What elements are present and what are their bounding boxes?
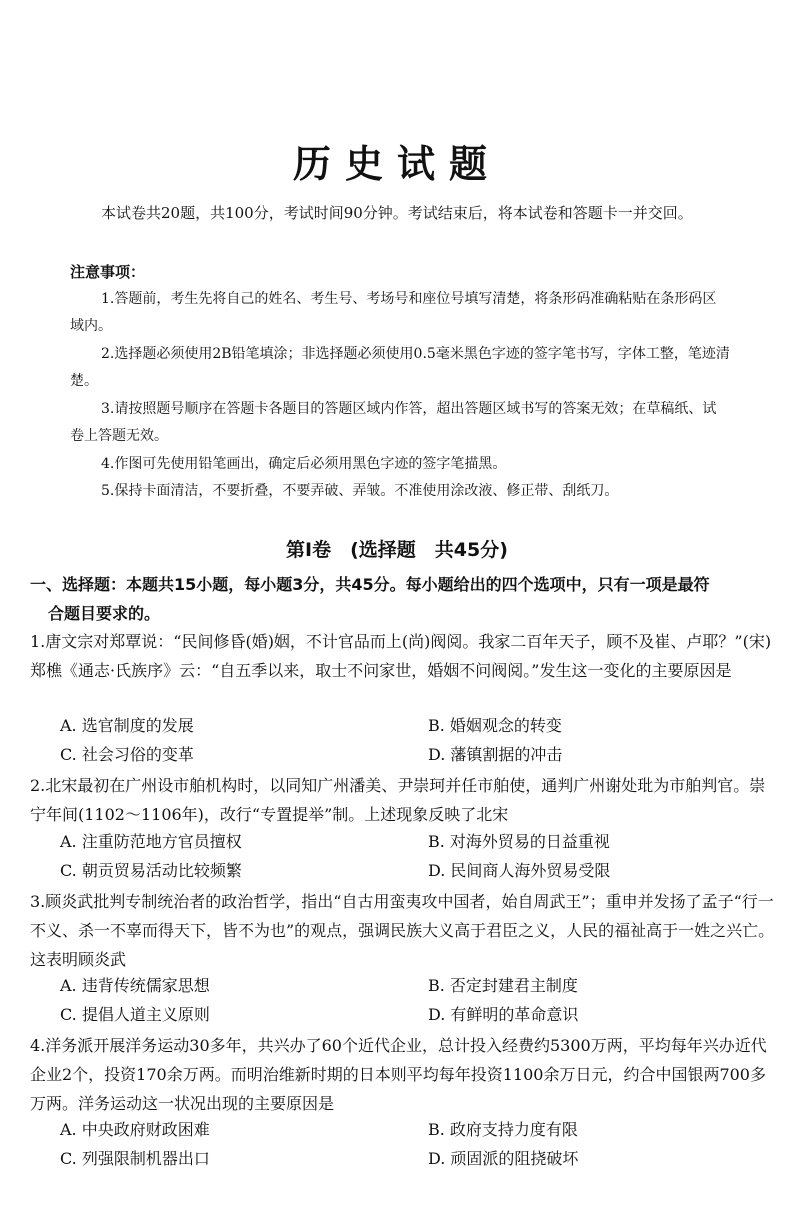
volume-heading: 第Ⅰ卷 (选择题 共45分): [286, 539, 508, 561]
option-d: D. 民间商人海外贸易受限: [428, 861, 611, 880]
option-d: D. 顽固派的阻挠破坏: [428, 1149, 579, 1168]
question-stem-2: 2.北宋最初在广州设市舶机构时，以同知广州潘美、尹崇珂并任市舶使，通判广州谢处玭为市舶判官。崇宁年间(1102～1106年)，改行“专置提举”制。上述现象反映了北宋: [30, 776, 766, 824]
question-options-3: [60, 971, 760, 1029]
option-b: B. 婚姻观念的转变: [428, 716, 562, 735]
note-item: 1.答题前，考生先将自己的姓名、考生号、考场号和座位号填写清楚，将条形码准确粘贴在条形码区域内。: [70, 291, 717, 334]
section-heading: [30, 570, 775, 628]
option-b: B. 对海外贸易的日益重视: [428, 832, 610, 851]
option-a: A. 选官制度的发展: [60, 716, 194, 735]
option-c: C. 提倡人道主义原则: [60, 1005, 210, 1024]
intro-text: 本试卷共20题，共100分，考试时间90分钟。考试结束后，将本试卷和答题卡一并交回。: [101, 204, 693, 222]
question-stem-1: 1.唐文宗对郑覃说：“民间修昏(婚)姻，不计官品而上(尚)阀阅。我家二百年天子，顾不及崔、卢耶？”(宋)郑樵《通志·氏族序》云：“自五季以来，取士不问家世，婚姻不问阀阅。”发生这一变化的主要原因是: [30, 632, 772, 680]
option-a: A. 违背传统儒家思想: [60, 976, 210, 995]
section-heading-line1: 一、选择题：本题共15小题，每小题3分，共45分。每小题给出的四个选项中，只有一项是最符: [30, 575, 710, 594]
note-item: 3.请按照题号顺序在答题卡各题目的答题区域内作答，超出答题区域书写的答案无效；在草稿纸、试卷上答题无效。: [70, 401, 717, 444]
page-title: 历史试题: [292, 141, 501, 186]
option-c: C. 朝贡贸易活动比较频繁: [60, 861, 242, 880]
option-d: D. 有鲜明的革命意识: [428, 1005, 579, 1024]
option-a: A. 注重防范地方官员擅权: [60, 832, 242, 851]
option-c: C. 列强限制机器出口: [60, 1149, 210, 1168]
note-item: 5.保持卡面清洁，不要折叠，不要弄破、弄皱。不准使用涂改液、修正带、刮纸刀。: [101, 483, 619, 499]
question-options-2: [60, 827, 760, 885]
option-d: D. 藩镇割据的冲击: [428, 745, 563, 764]
note-item: 2.选择题必须使用2B铅笔填涂；非选择题必须使用0.5毫米黑色字迹的签字笔书写，字体工整，笔迹清楚。: [70, 346, 730, 389]
note-item: 4.作图可先使用铅笔画出，确定后必须用黑色字迹的签字笔描黑。: [101, 456, 507, 472]
option-b: B. 否定封建君主制度: [428, 976, 578, 995]
option-a: A. 中央政府财政困难: [60, 1120, 210, 1139]
notes-heading: 注意事项：: [70, 263, 146, 281]
option-b: B. 政府支持力度有限: [428, 1120, 578, 1139]
question-stem-3: 3.顾炎武批判专制统治者的政治哲学，指出“自古用蛮夷攻中国者，始自周武王”；重申并发扬了孟子“行一不义、杀一不辜而得天下，皆不为也”的观点，强调民族大义高于君臣之义，人民的福祉高于一姓之兴亡。这表明顾炎武: [30, 892, 775, 969]
question-options-4: [60, 1115, 760, 1173]
question-options-1: [60, 711, 760, 769]
section-heading-line2: 合题目要求的。: [48, 604, 161, 623]
question-stem-4: 4.洋务派开展洋务运动30多年，共兴办了60个近代企业，总计投入经费约5300万两，平均每年兴办近代企业2个，投资170余万两。而明治维新时期的日本则平均每年投资1100余万日元，约合中国银两700多万两。洋务运动这一状况出现的主要原因是: [30, 1036, 767, 1113]
option-c: C. 社会习俗的变革: [60, 745, 194, 764]
